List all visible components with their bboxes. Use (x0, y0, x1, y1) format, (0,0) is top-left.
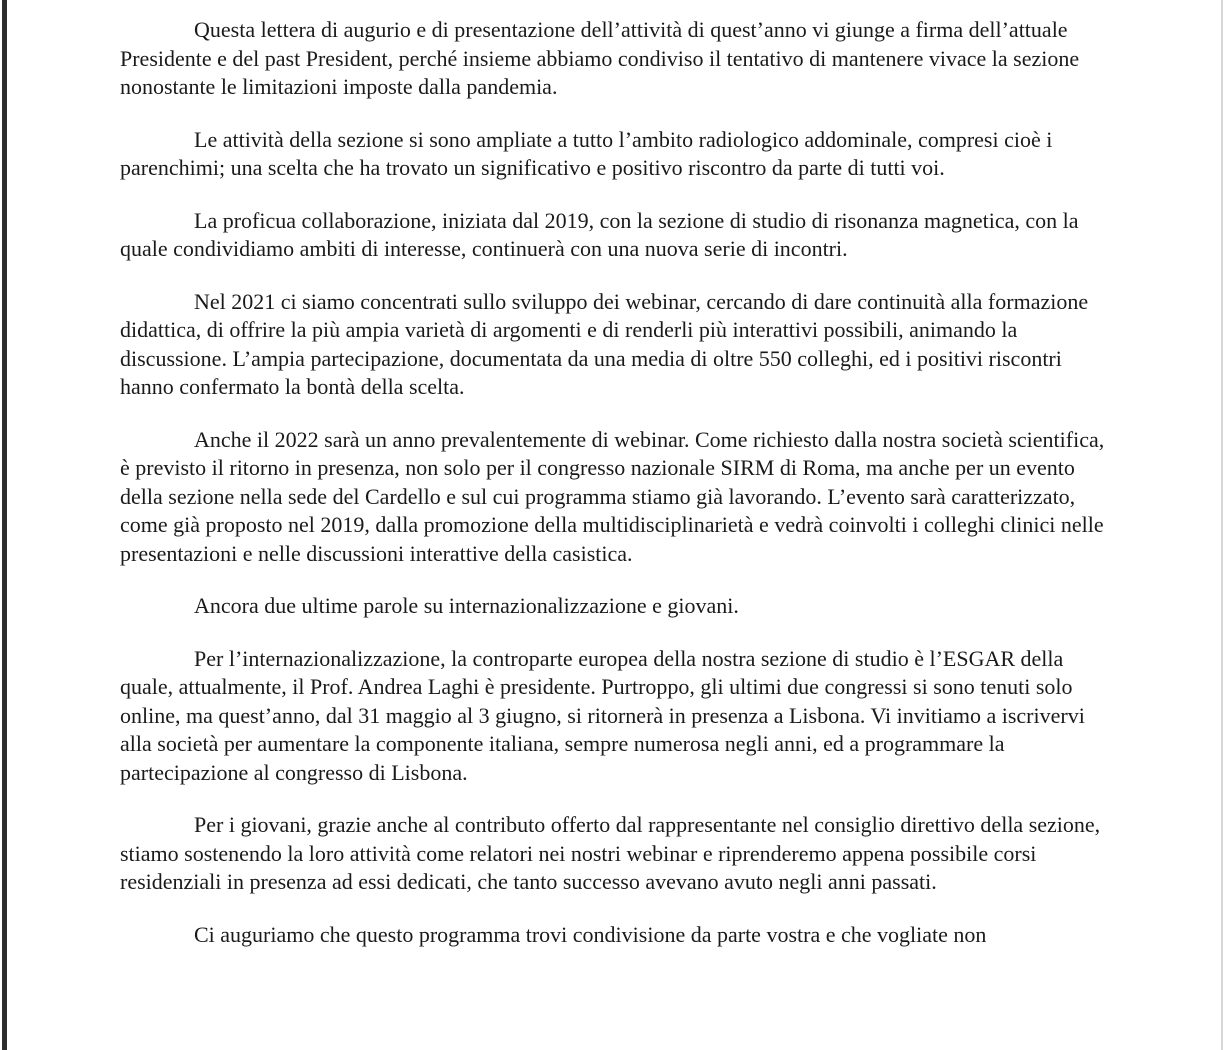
paragraph-transizione: Ancora due ultime parole su internazionalizzazione e giovani. (194, 593, 739, 618)
letter-body (120, 16, 1112, 973)
paragraph-giovani: Per i giovani, grazie anche al contributo offerto dal rappresentante nel consiglio direttivo della sezione, stiamo sostenendo la loro attività come relatori nei nostri webinar e riprenderemo appena possibile corsi residenziali in presenza ad essi dedicati, che tanto successo avevano avuto negli anni passati. (120, 812, 1101, 894)
paragraph-internazionalizzazione: Per l’internazionalizzazione, la controparte europea della nostra sezione di studio è l’ESGAR della quale, attualmente, il Prof. Andrea Laghi è presidente. Purtroppo, gli ultimi due congressi si sono tenuti solo online, ma quest’anno, dal 31 maggio al 3 giugno, si ritornerà in presenza a Lisbona. Vi invitiamo a iscrivervi alla società per aumentare la componente italiana, sempre numerosa negli anni, ed a programmare la partecipazione al congresso di Lisbona. (120, 645, 1085, 785)
paragraph-attivita-sezione: Le attività della sezione si sono ampliate a tutto l’ambito radiologico addominale, compresi cioè i parenchimi; una scelta che ha trovato un significativo e positivo riscontro da parte di tutti voi. (120, 126, 1053, 180)
page-right-edge-line (1221, 0, 1223, 1050)
paragraph-chiusura-troncata: Ci auguriamo che questo programma trovi condivisione da parte vostra e che vogliate non (194, 921, 987, 947)
paragraph-webinar-2021: Nel 2021 ci siamo concentrati sullo sviluppo dei webinar, cercando di dare continuità alla formazione didattica, di offrire la più ampia varietà di argomenti e di renderli più interattivi possibili, animando la discussione. L’ampia partecipazione, documentata da una media di oltre 550 colleghi, ed i positivi riscontri hanno confermato la bontà della scelta. (120, 288, 1089, 399)
page-left-edge-bar (2, 0, 7, 1050)
paragraph-collaborazione: La proficua collaborazione, iniziata dal 2019, con la sezione di studio di risonanza magnetica, con la quale condividiamo ambiti di interesse, continuerà con una nuova serie di incontri. (120, 207, 1079, 261)
paragraph-intro: Questa lettera di augurio e di presentazione dell’attività di quest’anno vi giunge a firma dell’attuale Presidente e del past President, perché insieme abbiamo condiviso il tentativo di mantenere vivace la sezione nonostante le limitazioni imposte dalla pandemia. (120, 17, 1080, 99)
paragraph-programma-2022: Anche il 2022 sarà un anno prevalentemente di webinar. Come richiesto dalla nostra società scientifica, è previsto il ritorno in presenza, non solo per il congresso nazionale SIRM di Roma, ma anche per un evento della sezione nella sede del Cardello e sul cui programma stiamo già lavorando. L’evento sarà caratterizzato, come già proposto nel 2019, dalla promozione della multidisciplinarietà e vedrà coinvolti i colleghi clinici nelle presentazioni e nelle discussioni interattive della casistica. (120, 426, 1105, 566)
